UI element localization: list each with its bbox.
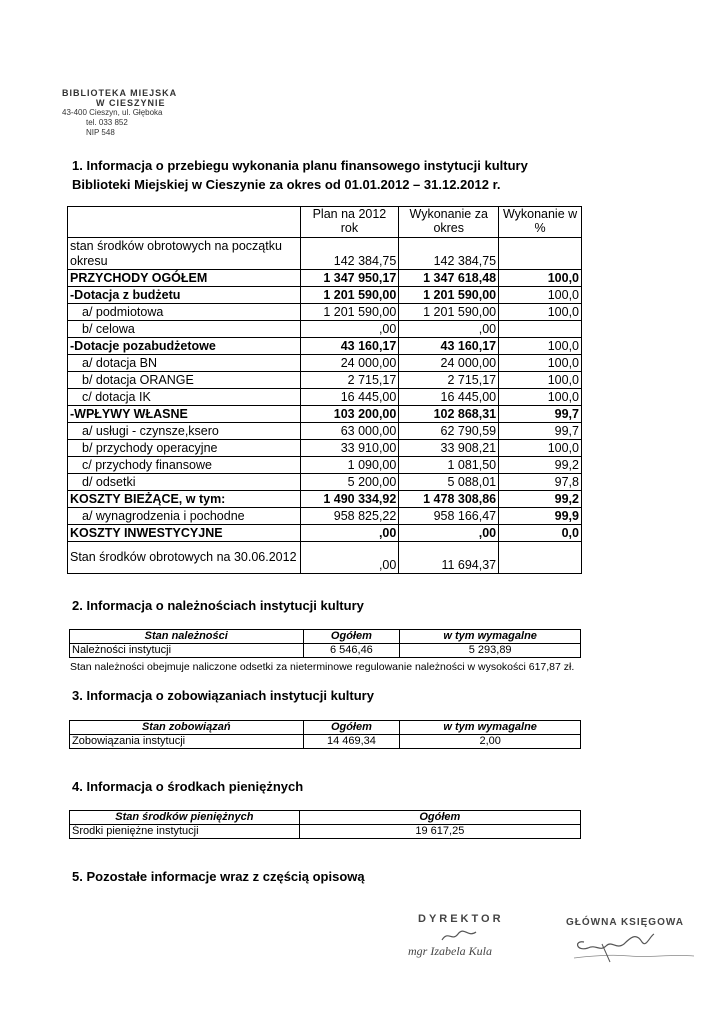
plan-value: 103 200,00 [300, 406, 399, 423]
row-label: b/ dotacja ORANGE [68, 372, 301, 389]
row-label: stan środków obrotowych na początku okresu [68, 238, 301, 270]
header-cell: Wykonanie w % [499, 207, 582, 238]
row-label: d/ odsetki [68, 474, 301, 491]
director-name: mgr Izabela Kula [408, 944, 492, 958]
header-cell: Stan należności [70, 630, 304, 644]
receivables-table [69, 629, 581, 658]
plan-value: 1 490 334,92 [300, 491, 399, 508]
table-header-row [68, 207, 582, 238]
row-label: Zobowiązania instytucji [70, 735, 304, 749]
plan-value: 958 825,22 [300, 508, 399, 525]
header-cell: Wykonanie za okres [399, 207, 499, 238]
row-label: KOSZTY BIEŻĄCE, w tym: [68, 491, 301, 508]
exec-value: 102 868,31 [399, 406, 499, 423]
plan-value: 142 384,75 [300, 238, 399, 270]
plan-value: ,00 [300, 321, 399, 338]
header-cell: Ogółem [299, 811, 580, 825]
row-label: Stan środków obrotowych na 30.06.2012 [68, 542, 301, 574]
pct-value [499, 321, 582, 338]
pct-value: 99,7 [499, 406, 582, 423]
pct-value: 100,0 [499, 270, 582, 287]
section4-title: 4. Informacja o środkach pieniężnych [72, 779, 304, 794]
plan-value: 24 000,00 [300, 355, 399, 372]
table-row [68, 270, 582, 287]
pct-value [499, 542, 582, 574]
header-cell: Ogółem [303, 630, 400, 644]
table-header-row [70, 630, 581, 644]
row-label: -WPŁYWY WŁASNE [68, 406, 301, 423]
pct-value [499, 238, 582, 270]
table-row [68, 423, 582, 440]
exec-value: ,00 [399, 525, 499, 542]
pct-value: 99,7 [499, 423, 582, 440]
total-value: 6 546,46 [303, 644, 400, 658]
pct-value: 100,0 [499, 355, 582, 372]
pct-value: 100,0 [499, 389, 582, 406]
table-row [68, 525, 582, 542]
pct-value: 99,9 [499, 508, 582, 525]
table-header-row [70, 721, 581, 735]
plan-value: 63 000,00 [300, 423, 399, 440]
pct-value: 97,8 [499, 474, 582, 491]
stamp-line-5: NIP 548 [86, 128, 115, 137]
table-row [68, 355, 582, 372]
plan-value: 1 347 950,17 [300, 270, 399, 287]
cash-table [69, 810, 581, 839]
row-label: a/ usługi - czynsze,ksero [68, 423, 301, 440]
exec-value: ,00 [399, 321, 499, 338]
table-row [70, 825, 581, 839]
chief-accountant-title: GŁÓWNA KSIĘGOWA [566, 917, 684, 928]
row-label: a/ wynagrodzenia i pochodne [68, 508, 301, 525]
row-label: -Dotacja z budżetu [68, 287, 301, 304]
exec-value: 142 384,75 [399, 238, 499, 270]
exec-value: 1 201 590,00 [399, 304, 499, 321]
exec-value: 62 790,59 [399, 423, 499, 440]
section3-title: 3. Informacja o zobowiązaniach instytucji kultury [72, 688, 374, 703]
exec-value: 2 715,17 [399, 372, 499, 389]
plan-value: ,00 [300, 542, 399, 574]
director-signature-icon [440, 928, 480, 944]
plan-value: 1 201 590,00 [300, 304, 399, 321]
table-row [68, 508, 582, 525]
exec-value: 24 000,00 [399, 355, 499, 372]
plan-value: 5 200,00 [300, 474, 399, 491]
plan-value: 1 201 590,00 [300, 287, 399, 304]
table-row [68, 304, 582, 321]
chief-accountant-signature-icon [570, 928, 700, 964]
pct-value: 100,0 [499, 372, 582, 389]
header-cell: w tym wymagalne [400, 721, 581, 735]
table-header-row [70, 811, 581, 825]
total-value: 14 469,34 [303, 735, 400, 749]
section2-title: 2. Informacja o należnościach instytucji kultury [72, 598, 364, 613]
row-label: a/ podmiotowa [68, 304, 301, 321]
pct-value: 100,0 [499, 338, 582, 355]
due-value: 2,00 [400, 735, 581, 749]
exec-value: 1 081,50 [399, 457, 499, 474]
pct-value: 100,0 [499, 304, 582, 321]
liabilities-table [69, 720, 581, 749]
section1-title-line1: 1. Informacja o przebiegu wykonania planu finansowego instytucji kultury [72, 158, 528, 173]
plan-value: 33 910,00 [300, 440, 399, 457]
pct-value: 100,0 [499, 440, 582, 457]
table-row [68, 542, 582, 574]
table-row [68, 372, 582, 389]
receivables-note: Stan należności obejmuje naliczone odsetki za nieterminowe regulowanie należności w wysokości 617,87 zł. [70, 661, 575, 673]
plan-value: 16 445,00 [300, 389, 399, 406]
header-cell: Plan na 2012 rok [300, 207, 399, 238]
director-title: DYREKTOR [418, 913, 504, 925]
pct-value: 99,2 [499, 491, 582, 508]
table-row [68, 389, 582, 406]
table-row [68, 440, 582, 457]
exec-value: 11 694,37 [399, 542, 499, 574]
row-label: c/ przychody finansowe [68, 457, 301, 474]
table-row [68, 287, 582, 304]
row-label: b/ celowa [68, 321, 301, 338]
row-label: -Dotacje pozabudżetowe [68, 338, 301, 355]
header-cell: w tym wymagalne [400, 630, 581, 644]
plan-value: 1 090,00 [300, 457, 399, 474]
row-label: Należności instytucji [70, 644, 304, 658]
exec-value: 33 908,21 [399, 440, 499, 457]
exec-value: 16 445,00 [399, 389, 499, 406]
row-label: Środki pieniężne instytucji [70, 825, 300, 839]
row-label: PRZYCHODY OGÓŁEM [68, 270, 301, 287]
institution-stamp [62, 88, 177, 138]
table-row [70, 644, 581, 658]
section5-title: 5. Pozostałe informacje wraz z częścią opisową [72, 869, 365, 884]
due-value: 5 293,89 [400, 644, 581, 658]
table-row [68, 238, 582, 270]
stamp-line-1: BIBLIOTEKA MIEJSKA [62, 88, 178, 98]
stamp-line-2: W CIESZYNIE [96, 98, 166, 108]
total-value: 19 617,25 [299, 825, 580, 839]
exec-value: 958 166,47 [399, 508, 499, 525]
row-label: a/ dotacja BN [68, 355, 301, 372]
pct-value: 100,0 [499, 287, 582, 304]
plan-value: 2 715,17 [300, 372, 399, 389]
stamp-line-4: tel. 033 852 [86, 118, 128, 127]
section1-title-line2: Biblioteki Miejskiej w Cieszynie za okres od 01.01.2012 – 31.12.2012 r. [72, 177, 501, 192]
exec-value: 1 201 590,00 [399, 287, 499, 304]
row-label: c/ dotacja IK [68, 389, 301, 406]
pct-value: 0,0 [499, 525, 582, 542]
exec-value: 1 478 308,86 [399, 491, 499, 508]
pct-value: 99,2 [499, 457, 582, 474]
table-row [68, 457, 582, 474]
exec-value: 5 088,01 [399, 474, 499, 491]
plan-value: 43 160,17 [300, 338, 399, 355]
table-row [68, 474, 582, 491]
table-row [68, 321, 582, 338]
header-cell: Ogółem [303, 721, 400, 735]
row-label: b/ przychody operacyjne [68, 440, 301, 457]
plan-value: ,00 [300, 525, 399, 542]
header-cell: Stan środków pieniężnych [70, 811, 300, 825]
table-row [70, 735, 581, 749]
table-row [68, 491, 582, 508]
header-cell: Stan zobowiązań [70, 721, 304, 735]
exec-value: 43 160,17 [399, 338, 499, 355]
financial-plan-table [67, 206, 582, 574]
exec-value: 1 347 618,48 [399, 270, 499, 287]
table-row [68, 406, 582, 423]
row-label: KOSZTY INWESTYCYJNE [68, 525, 301, 542]
table-row [68, 338, 582, 355]
stamp-line-3: 43-400 Cieszyn, ul. Głęboka [62, 108, 163, 117]
header-cell [68, 207, 301, 238]
